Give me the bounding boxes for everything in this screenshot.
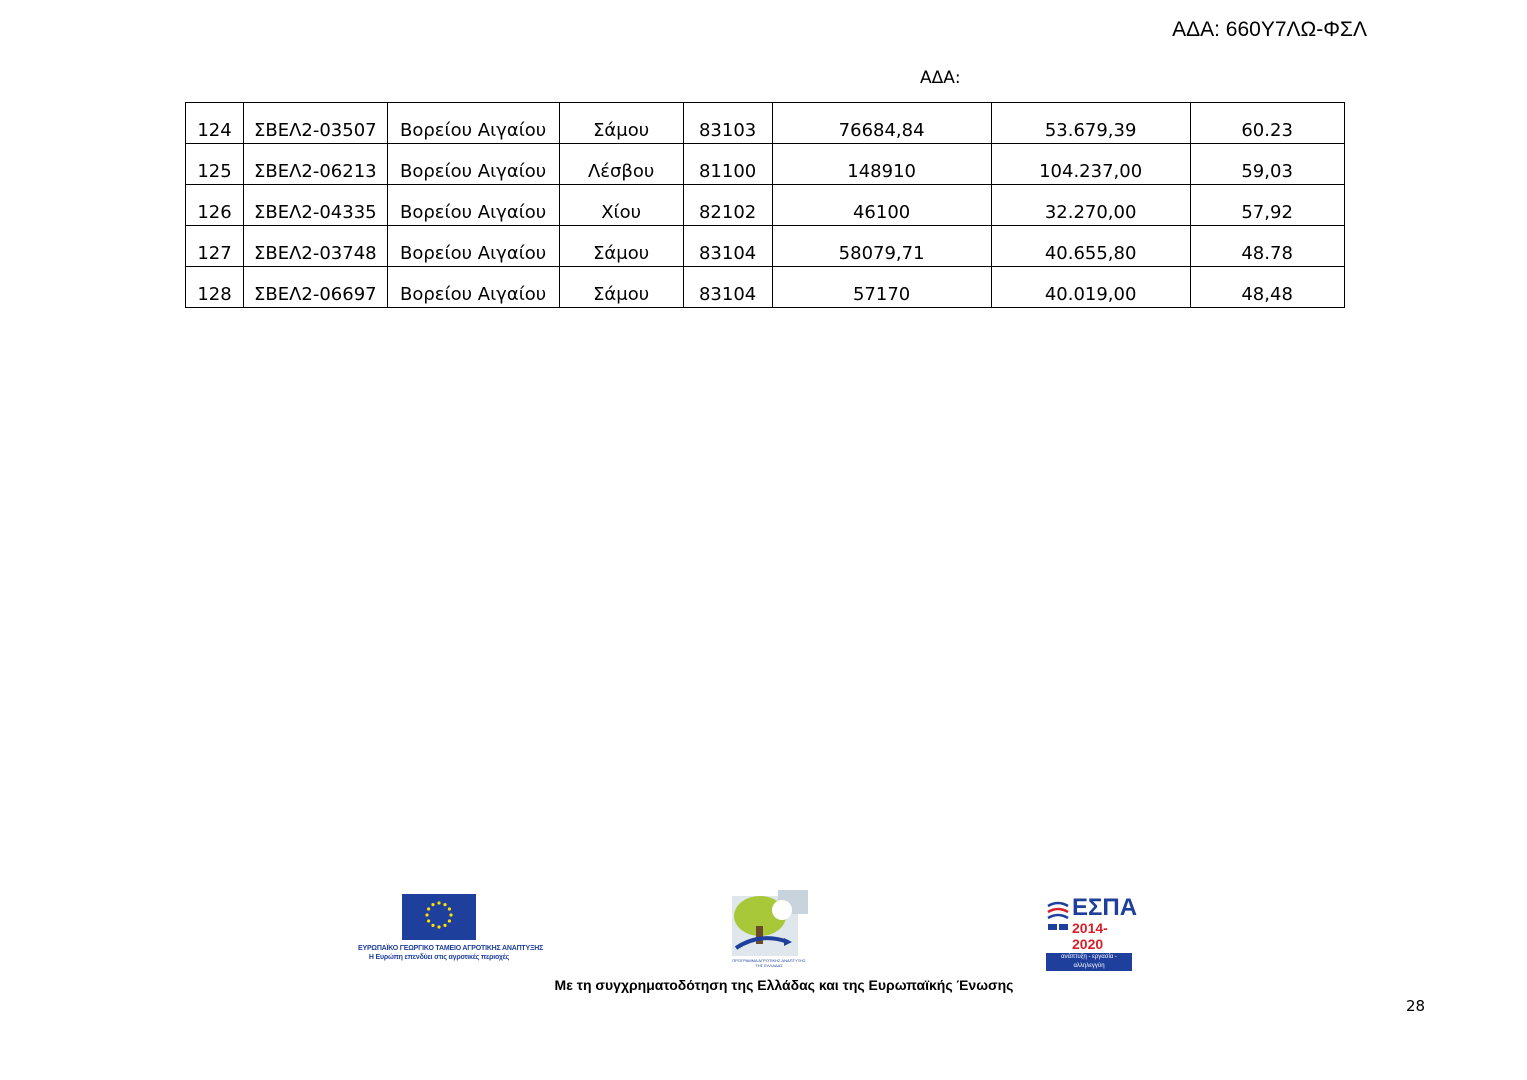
table-cell: 40.019,00 [991, 267, 1190, 308]
greek-stripes-icon [1046, 900, 1070, 934]
ada-header-code: ΑΔΑ: 660Υ7ΛΩ-ΦΣΛ [1172, 18, 1367, 41]
table-cell: Σάμου [559, 103, 683, 144]
table-row [186, 185, 1345, 226]
table-cell: 40.655,80 [991, 226, 1190, 267]
table-cell: Σάμου [559, 226, 683, 267]
rdp-text-line2: ΤΗΣ ΕΛΛΑΔΑΣ [755, 963, 783, 968]
table-row [186, 267, 1345, 308]
table-cell: 127 [186, 226, 244, 267]
espa-tagline: ανάπτυξη - εργασία - αλληλεγγύη [1046, 953, 1132, 971]
table-cell: 83103 [683, 103, 772, 144]
table-cell: 128 [186, 267, 244, 308]
table-cell: 57,92 [1190, 185, 1344, 226]
table-cell: 125 [186, 144, 244, 185]
table-cell: 46100 [772, 185, 991, 226]
funding-logos [0, 888, 1527, 978]
table-cell: 60.23 [1190, 103, 1344, 144]
table-cell: ΣΒΕΛ2-03507 [244, 103, 388, 144]
table-cell: ΣΒΕΛ2-03748 [244, 226, 388, 267]
page-number: 28 [1406, 997, 1426, 1015]
eafrd-text-line1: ΕΥΡΩΠΑΪΚΟ ΓΕΩΡΓΙΚΟ ΤΑΜΕΙΟ ΑΓΡΟΤΙΚΗΣ ΑΝΑΠΤΥΞΗΣ [358, 945, 544, 952]
table-cell: 59,03 [1190, 144, 1344, 185]
table-row [186, 103, 1345, 144]
table-cell: 48.78 [1190, 226, 1344, 267]
table-cell: 48,48 [1190, 267, 1344, 308]
table-cell: Σάμου [559, 267, 683, 308]
table-cell: Βορείου Αιγαίου [387, 267, 559, 308]
rdp-text-line1: ΠΡΟΓΡΑΜΜΑ ΑΓΡΟΤΙΚΗΣ ΑΝΑΠΤΥΞΗΣ [732, 958, 806, 963]
cofunding-statement: Με τη συγχρηματοδότηση της Ελλάδας και της Ευρωπαϊκής Ένωσης [554, 977, 1014, 993]
rural-development-program-logo [726, 888, 812, 968]
espa-logo [1046, 896, 1136, 971]
ada-label: ΑΔΑ: [920, 68, 961, 88]
table-cell: 124 [186, 103, 244, 144]
table-cell: Βορείου Αιγαίου [387, 103, 559, 144]
espa-years: 2014-2020 [1072, 920, 1108, 952]
table-cell: ΣΒΕΛ2-06213 [244, 144, 388, 185]
beneficiaries-table [185, 102, 1345, 308]
table-cell: ΣΒΕΛ2-06697 [244, 267, 388, 308]
table-cell: 57170 [772, 267, 991, 308]
table-cell: Βορείου Αιγαίου [387, 226, 559, 267]
table-cell: Βορείου Αιγαίου [387, 144, 559, 185]
table-cell: 32.270,00 [991, 185, 1190, 226]
table-cell: 83104 [683, 226, 772, 267]
table-row [186, 226, 1345, 267]
table-cell: 104.237,00 [991, 144, 1190, 185]
table-cell: 53.679,39 [991, 103, 1190, 144]
table-cell: 58079,71 [772, 226, 991, 267]
table-cell: Χίου [559, 185, 683, 226]
table-cell: ΣΒΕΛ2-04335 [244, 185, 388, 226]
table-cell: 83104 [683, 267, 772, 308]
table-cell: 148910 [772, 144, 991, 185]
table-cell: Λέσβου [559, 144, 683, 185]
espa-title: ΕΣΠΑ [1072, 894, 1138, 921]
table-cell: 126 [186, 185, 244, 226]
eu-flag-icon [402, 894, 476, 940]
table-cell: 81100 [683, 144, 772, 185]
table-cell: 82102 [683, 185, 772, 226]
table-cell: Βορείου Αιγαίου [387, 185, 559, 226]
tree-icon [726, 888, 812, 958]
table-row [186, 144, 1345, 185]
eafrd-logo [358, 894, 544, 962]
eafrd-text-line2: Η Ευρώπη επενδύει στις αγροτικές περιοχές [368, 954, 510, 961]
table-cell: 76684,84 [772, 103, 991, 144]
